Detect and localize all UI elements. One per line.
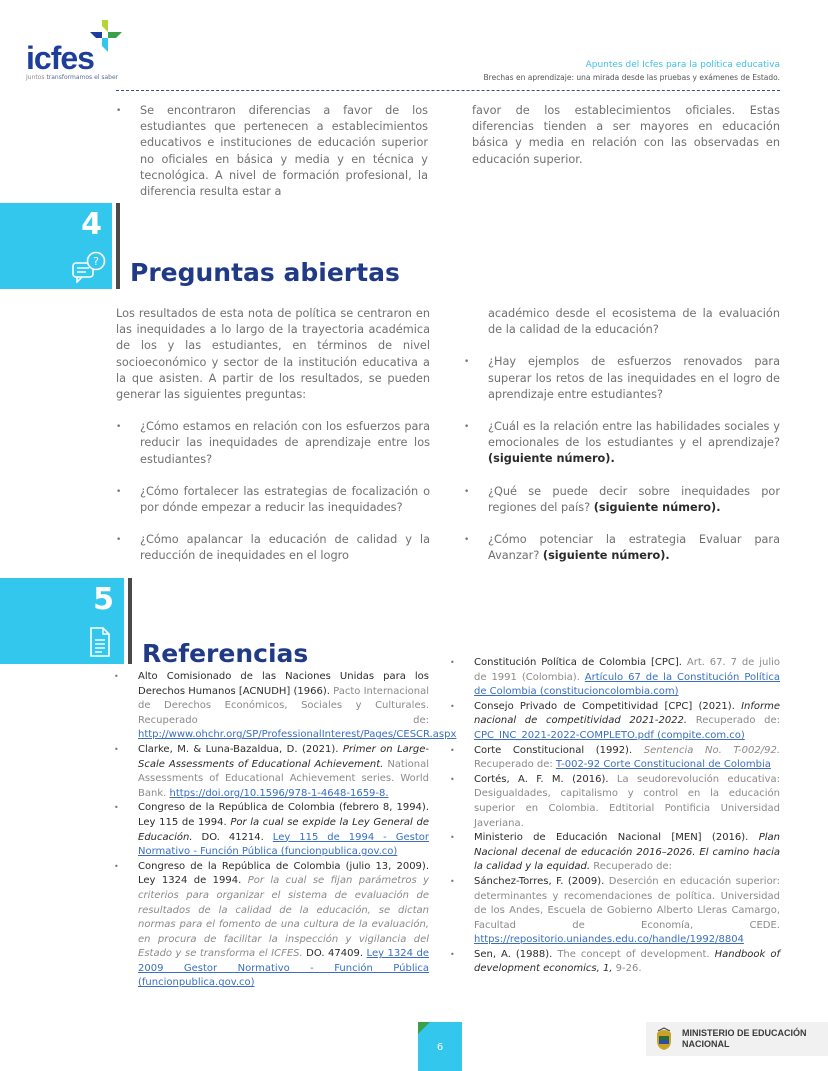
header-titles [484,60,780,82]
section-divider-bar [128,578,132,664]
svg-text:?: ? [93,255,99,268]
series-title: Apuntes del Icfes para la política educativa [585,60,780,70]
question-item: • ¿Cómo potenciar la estrategia Evaluar para Avanzar? (siguiente número). [464,532,780,564]
document-subtitle: Brechas en aprendizaje: una mirada desde las pruebas y exámenes de Estado. [483,73,780,82]
page-number: 6 [436,1042,444,1053]
section-title: Preguntas abiertas [130,258,400,287]
reference-link[interactable]: Artículo 67 de la Constitución Política de Colombia (constitucioncolombia.com) [474,671,780,698]
reference-link[interactable]: Ley 115 de 1994 - Gestor Normativo - Función Pública (funcionpublica.gov.co) [138,831,430,858]
question-item: • ¿Cómo estamos en relación con los esfuerzos para reducir las inequidades de aprendizaje entre los estudiantes? [116,419,430,468]
section-4-number-box [0,203,112,289]
reference-item: • Sánchez-Torres, F. (2009). Deserción en educación superior: determinantes y recomendaciones de política. Universidad de los Andes, Escuela de Gobierno Alberto Lleras Camargo, Facultad de Economía, CEDE. https://repositorio.uniandes.edu.co/handle/1992/8804 [448,875,780,948]
reference-link[interactable]: http://www.ohchr.org/SP/ProfessionalInterest/Pages/CESCR.aspx [138,729,457,741]
reference-item: • Corte Constitucional (1992). Sentencia No. T-002/92. Recuperado de: T-002-92 Corte Constitucional de Colombia [448,744,780,773]
section-divider-bar [116,203,120,289]
page-number-box [418,1022,462,1071]
intro-continuation: favor de los establecimientos oficiales. Estas diferencias tienden a ser mayores en educación básica y media en relación con las observadas en educación superior. [472,104,780,166]
questions-right-column [464,306,780,564]
intro-bullet: • Se encontraron diferencias a favor de los estudiantes que pertenecen a establecimientos educativos e instituciones de educación superior no oficiales en básica y media y en técnica y tecnológica. A nivel de formación profesional, la diferencia resulta estar a [116,103,428,200]
question-item: • ¿Cómo fortalecer las estrategias de focalización o por dónde empezar a reducir las inequidades? [116,484,430,516]
reference-link[interactable]: Ley 1324 de 2009 Gestor Normativo - Función Pública (funcionpublica.gov.co) [138,948,429,989]
questions-left-column [116,306,430,565]
intro-left-column [116,103,428,200]
question-item: • ¿Qué se puede decir sobre inequidades por regiones del país? (siguiente número). [464,484,780,516]
question-item: • ¿Cómo apalancar la educación de calidad y la reducción de inequidades en el logro [116,532,430,564]
reference-item: • Congreso de la República de Colombia (febrero 8, 1994). Ley 115 de 1994. Por la cual se expide la Ley General de Educación. DO. 41214. Ley 115 de 1994 - Gestor Normativo - Función Pública (funcionpublica.gov.co) [112,801,429,859]
references-right-column [448,656,780,977]
question-item: • ¿Cuál es la relación entre las habilidades sociales y emocionales de los estudiantes y el aprendizaje? (siguiente número). [464,419,780,468]
reference-item: • Cortés, A. F. M. (2016). La seudorevolución educativa: Desigualdades, capitalismo y control en la educación superior en Colombia. Edtitorial Pontificia Universidad Javeriana. [448,773,780,831]
reference-item: • Sen, A. (1988). The concept of development. Handbook of development economics, 1, 9-26. [448,948,780,977]
section-5-banner [0,578,440,668]
reference-item: • Consejo Privado de Competitividad [CPC] (2021). Informe nacional de competitividad 2021-2022. Recuperado de: CPC_INC_2021-2022-COMPLETO.pdf (compite.com.co) [448,700,780,744]
section-4-intro-paragraph: Los resultados de esta nota de política se centraron en las inequidades a lo largo de la trayectoria académica de los y las estudiantes, en términos de nivel socioeconómico y sector de la institución educativa a la que asisten. A partir de los resultados, se pueden generar las siguientes preguntas: [116,307,430,402]
section-4-banner [0,203,420,289]
reference-link[interactable]: CPC_INC_2021-2022-COMPLETO.pdf (compite.com.co) [474,729,745,741]
question-item: • ¿Hay ejemplos de esfuerzos renovados para superar los retos de las inequidades en el logro de aprendizaje entre estudiantes? [464,354,780,403]
question-continuation: académico desde el ecosistema de la evaluación de la calidad de la educación? [488,307,780,337]
coat-of-arms-icon [654,1027,674,1051]
document-icon [82,626,116,658]
reference-item: • Clarke, M. & Luna-Bazaldua, D. (2021). Primer on Large-Scale Assessments of Educational Achievement. National Assessments of Educational Achievement series. World Bank. https://doi.org/10.1596/978-1-4648-1659-8. [112,743,429,801]
section-5-number-box [0,578,124,664]
reference-link[interactable]: T-002-92 Corte Constitucional de Colombia [555,759,771,771]
section-number: 5 [93,582,114,617]
ministry-name: MINISTERIO DE EDUCACIÓN NACIONAL [682,1028,807,1049]
chat-question-icon [72,251,106,283]
intro-right-column [472,103,780,168]
reference-item: • Constitución Política de Colombia [CPC]. Art. 67. 7 de julio de 1991 (Colombia). Artículo 67 de la Constitución Política de Colombia (constitucioncolombia.com) [448,656,780,700]
reference-item: • Alto Comisionado de las Naciones Unidas para los Derechos Humanos [ACNUDH] (1966). Pacto Internacional de Derechos Económicos, Sociales y Culturales. Recuperado de: http://www.ohchr.org/SP/ProfessionalInterest/Pages/CESCR.aspx [112,670,429,743]
references-left-column [112,670,457,991]
reference-link[interactable]: https://doi.org/10.1596/978-1-4648-1659-8. [169,787,389,799]
section-title: Referencias [142,639,309,668]
icfes-logo [24,18,134,80]
header-divider [116,90,780,91]
logo-wordmark: icfes [26,40,94,76]
section-number: 4 [81,207,102,242]
reference-item: • Ministerio de Educación Nacional [MEN] (2016). Plan Nacional decenal de educación 2016–2026. El camino hacia la calidad y la equidad. Recuperado de: [448,831,780,875]
reference-item: • Congreso de la República de Colombia (julio 13, 2009). Ley 1324 de 1994. Por la cual se fijan parámetros y criterios para organizar el sistema de evaluación de resultados de la calidad de la educación, se dictan normas para el fomento de una cultura de la evaluación, en procura de facilitar la inspección y vigilancia del Estado y se transforma el ICFES. DO. 47409. Ley 1324 de 2009 Gestor Normativo - Función Pública (funcionpublica.gov.co) [112,860,429,991]
logo-tagline: Juntos transformamos el saber [26,74,119,81]
ministry-logo [646,1022,828,1056]
reference-link[interactable]: https://repositorio.uniandes.edu.co/handle/1992/8804 [474,934,744,946]
